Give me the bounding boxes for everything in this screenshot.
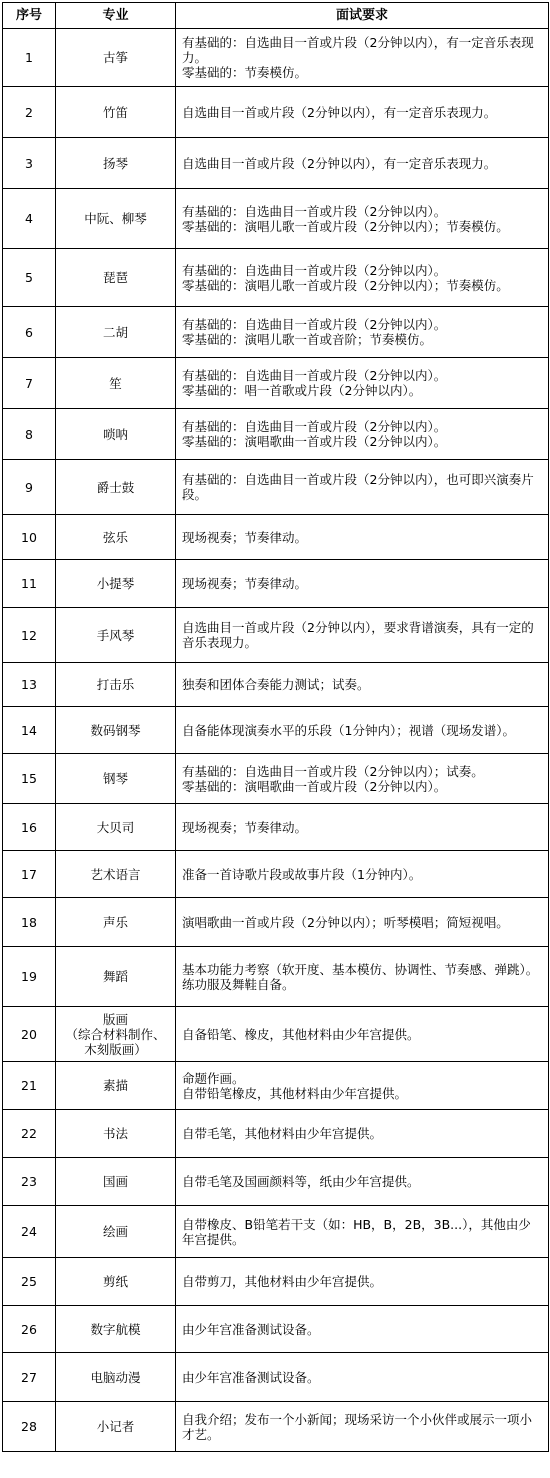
row-major: 声乐 bbox=[56, 898, 176, 947]
row-requirement: 有基础的：自选曲目一首或片段（2分钟以内），也可即兴演奏片段。 bbox=[176, 460, 549, 515]
row-index: 1 bbox=[3, 29, 56, 87]
row-requirement: 自备能体现演奏水平的乐段（1分钟内）；视谱（现场发谱）。 bbox=[176, 707, 549, 754]
row-requirement: 演唱歌曲一首或片段（2分钟以内）；听琴模唱；简短视唱。 bbox=[176, 898, 549, 947]
table-row bbox=[3, 189, 549, 249]
row-requirement: 有基础的：自选曲目一首或片段（2分钟以内）；试奏。 零基础的：演唱歌曲一首或片段（2分钟以内）。 bbox=[176, 754, 549, 804]
table-row bbox=[3, 1258, 549, 1306]
table-row bbox=[3, 87, 549, 138]
row-major: 舞蹈 bbox=[56, 947, 176, 1007]
row-requirement: 现场视奏；节奏律动。 bbox=[176, 804, 549, 851]
row-index: 12 bbox=[3, 608, 56, 663]
row-requirement: 自选曲目一首或片段（2分钟以内），有一定音乐表现力。 bbox=[176, 138, 549, 189]
table-row bbox=[3, 947, 549, 1007]
row-index: 14 bbox=[3, 707, 56, 754]
interview-requirements-table bbox=[2, 2, 549, 1452]
row-requirement: 有基础的：自选曲目一首或片段（2分钟以内）。 零基础的：演唱儿歌一首或片段（2分钟以内）；节奏模仿。 bbox=[176, 189, 549, 249]
row-requirement: 现场视奏；节奏律动。 bbox=[176, 515, 549, 560]
table-row bbox=[3, 515, 549, 560]
row-requirement: 自带剪刀，其他材料由少年宫提供。 bbox=[176, 1258, 549, 1306]
row-requirement: 自选曲目一首或片段（2分钟以内），有一定音乐表现力。 bbox=[176, 87, 549, 138]
row-major: 扬琴 bbox=[56, 138, 176, 189]
row-major: 国画 bbox=[56, 1158, 176, 1206]
row-index: 18 bbox=[3, 898, 56, 947]
row-requirement: 有基础的：自选曲目一首或片段（2分钟以内），有一定音乐表现力。 零基础的：节奏模仿。 bbox=[176, 29, 549, 87]
table-row bbox=[3, 898, 549, 947]
row-major: 版画 （综合材料制作、木刻版画） bbox=[56, 1007, 176, 1062]
row-major: 打击乐 bbox=[56, 663, 176, 707]
row-requirement: 自带毛笔及国画颜料等，纸由少年宫提供。 bbox=[176, 1158, 549, 1206]
table-row bbox=[3, 358, 549, 409]
row-major: 电脑动漫 bbox=[56, 1353, 176, 1402]
table-row bbox=[3, 138, 549, 189]
row-major: 中阮、柳琴 bbox=[56, 189, 176, 249]
table-body bbox=[3, 29, 549, 1452]
table-header-row bbox=[3, 3, 549, 29]
row-requirement: 由少年宫准备测试设备。 bbox=[176, 1306, 549, 1353]
row-major: 爵士鼓 bbox=[56, 460, 176, 515]
row-index: 11 bbox=[3, 560, 56, 608]
row-major: 素描 bbox=[56, 1062, 176, 1110]
table-row bbox=[3, 707, 549, 754]
table-row bbox=[3, 1110, 549, 1158]
row-index: 2 bbox=[3, 87, 56, 138]
row-index: 3 bbox=[3, 138, 56, 189]
row-major: 笙 bbox=[56, 358, 176, 409]
row-requirement: 有基础的：自选曲目一首或片段（2分钟以内）。 零基础的：演唱歌曲一首或片段（2分钟以内）。 bbox=[176, 409, 549, 460]
table-row bbox=[3, 804, 549, 851]
row-index: 25 bbox=[3, 1258, 56, 1306]
table-row bbox=[3, 1402, 549, 1452]
row-requirement: 自带橡皮、B铅笔若干支（如：HB，B，2B，3B...），其他由少年宫提供。 bbox=[176, 1206, 549, 1258]
row-index: 16 bbox=[3, 804, 56, 851]
row-major: 琵琶 bbox=[56, 249, 176, 307]
table-row bbox=[3, 409, 549, 460]
header-index: 序号 bbox=[3, 3, 56, 29]
row-requirement: 基本功能力考察（软开度、基本模仿、协调性、节奏感、弹跳）。 练功服及舞鞋自备。 bbox=[176, 947, 549, 1007]
row-major: 竹笛 bbox=[56, 87, 176, 138]
row-requirement: 独奏和团体合奏能力测试；试奏。 bbox=[176, 663, 549, 707]
row-index: 24 bbox=[3, 1206, 56, 1258]
row-requirement: 有基础的：自选曲目一首或片段（2分钟以内）。 零基础的：演唱儿歌一首或音阶；节奏模仿。 bbox=[176, 307, 549, 358]
row-requirement: 现场视奏；节奏律动。 bbox=[176, 560, 549, 608]
row-major: 小记者 bbox=[56, 1402, 176, 1452]
row-index: 7 bbox=[3, 358, 56, 409]
row-index: 23 bbox=[3, 1158, 56, 1206]
row-major: 大贝司 bbox=[56, 804, 176, 851]
row-requirement: 自带毛笔，其他材料由少年宫提供。 bbox=[176, 1110, 549, 1158]
row-major: 二胡 bbox=[56, 307, 176, 358]
table-row bbox=[3, 1158, 549, 1206]
row-major: 手风琴 bbox=[56, 608, 176, 663]
row-index: 5 bbox=[3, 249, 56, 307]
requirements-document bbox=[2, 2, 548, 1452]
row-index: 6 bbox=[3, 307, 56, 358]
row-index: 28 bbox=[3, 1402, 56, 1452]
row-index: 15 bbox=[3, 754, 56, 804]
row-major: 艺术语言 bbox=[56, 851, 176, 898]
table-row bbox=[3, 1206, 549, 1258]
row-index: 8 bbox=[3, 409, 56, 460]
row-index: 10 bbox=[3, 515, 56, 560]
row-index: 4 bbox=[3, 189, 56, 249]
row-index: 26 bbox=[3, 1306, 56, 1353]
row-major: 剪纸 bbox=[56, 1258, 176, 1306]
row-requirement: 自备铅笔、橡皮，其他材料由少年宫提供。 bbox=[176, 1007, 549, 1062]
row-index: 9 bbox=[3, 460, 56, 515]
row-index: 17 bbox=[3, 851, 56, 898]
table-row bbox=[3, 663, 549, 707]
header-major: 专业 bbox=[56, 3, 176, 29]
row-requirement: 自选曲目一首或片段（2分钟以内），要求背谱演奏，具有一定的音乐表现力。 bbox=[176, 608, 549, 663]
table-row bbox=[3, 1062, 549, 1110]
row-major: 数码钢琴 bbox=[56, 707, 176, 754]
row-major: 弦乐 bbox=[56, 515, 176, 560]
row-requirement: 有基础的：自选曲目一首或片段（2分钟以内）。 零基础的：唱一首歌或片段（2分钟以内）。 bbox=[176, 358, 549, 409]
row-index: 27 bbox=[3, 1353, 56, 1402]
row-requirement: 准备一首诗歌片段或故事片段（1分钟内）。 bbox=[176, 851, 549, 898]
table-row bbox=[3, 249, 549, 307]
header-requirement: 面试要求 bbox=[176, 3, 549, 29]
row-index: 21 bbox=[3, 1062, 56, 1110]
row-requirement: 自我介绍；发布一个小新闻；现场采访一个小伙伴或展示一项小才艺。 bbox=[176, 1402, 549, 1452]
table-row bbox=[3, 29, 549, 87]
table-row bbox=[3, 608, 549, 663]
row-major: 唢呐 bbox=[56, 409, 176, 460]
table-row bbox=[3, 1353, 549, 1402]
row-major: 古筝 bbox=[56, 29, 176, 87]
row-requirement: 命题作画。 自带铅笔橡皮，其他材料由少年宫提供。 bbox=[176, 1062, 549, 1110]
row-index: 20 bbox=[3, 1007, 56, 1062]
table-row bbox=[3, 1306, 549, 1353]
row-requirement: 由少年宫准备测试设备。 bbox=[176, 1353, 549, 1402]
row-major: 绘画 bbox=[56, 1206, 176, 1258]
row-major: 书法 bbox=[56, 1110, 176, 1158]
table-row bbox=[3, 851, 549, 898]
table-row bbox=[3, 560, 549, 608]
table-row bbox=[3, 1007, 549, 1062]
row-index: 22 bbox=[3, 1110, 56, 1158]
table-row bbox=[3, 754, 549, 804]
row-major: 小提琴 bbox=[56, 560, 176, 608]
table-row bbox=[3, 307, 549, 358]
row-index: 13 bbox=[3, 663, 56, 707]
row-requirement: 有基础的：自选曲目一首或片段（2分钟以内）。 零基础的：演唱儿歌一首或片段（2分钟以内）；节奏模仿。 bbox=[176, 249, 549, 307]
row-major: 数字航模 bbox=[56, 1306, 176, 1353]
row-index: 19 bbox=[3, 947, 56, 1007]
row-major: 钢琴 bbox=[56, 754, 176, 804]
table-row bbox=[3, 460, 549, 515]
